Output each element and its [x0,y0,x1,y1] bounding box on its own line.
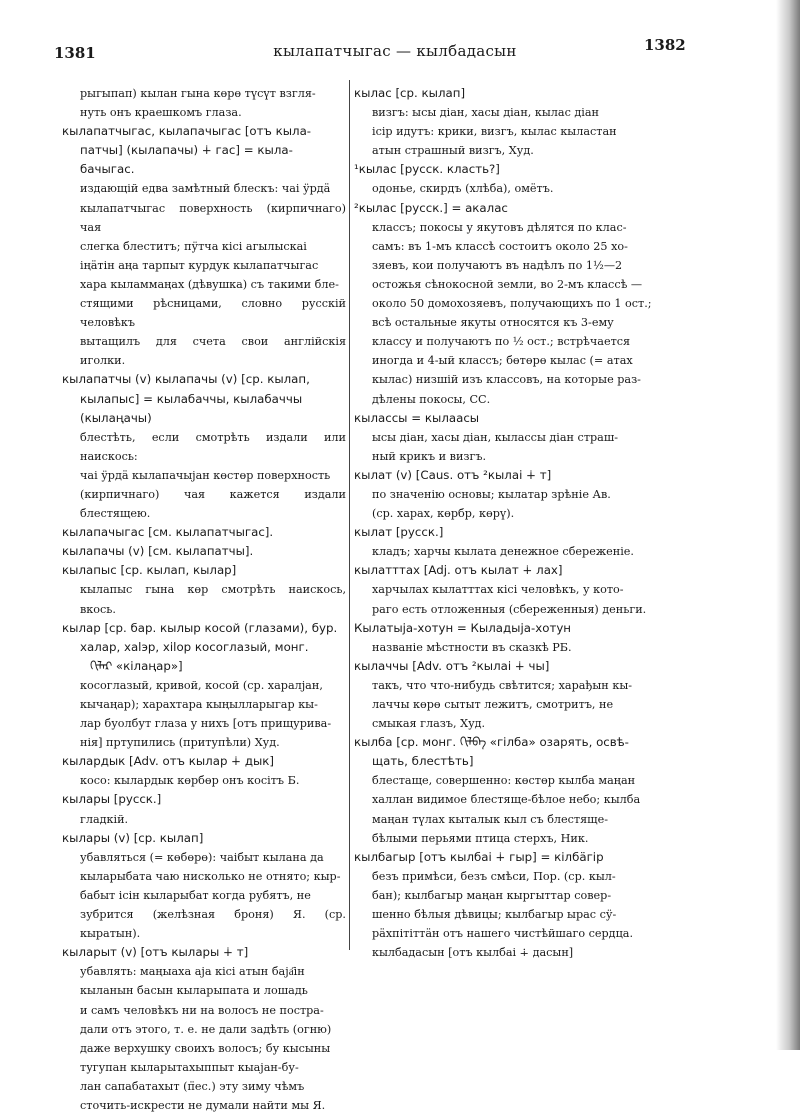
text-line: кыларыбата чаю нисколько не отнято; кыр- [80,869,341,883]
entry-headword: кылапатчыгас, кылапачыгас [отъ кыла- [62,124,312,139]
entry-headword: кылатттах [Adj. отъ кылат ∔ лах] [354,563,563,578]
text-line: стящими рѣсницами, словно русскій человѣкъ [80,297,346,330]
entry-headword: кылбагыр [отъ кылбаі ∔ гыр] = кілбӓгір [354,849,604,864]
text-line: нуть онъ краешкомъ глаза. [80,106,242,120]
text-line: около 50 домохозяевъ, получающихъ по 1 ост.; [372,297,652,311]
column-divider [349,80,350,950]
running-header [40,36,740,60]
entry-headword-cont: кылапыс] = кылабаччы, кылабаччы [80,391,303,406]
entry-headword-cont: халар, хаlэр, хіlор косоглазый, монг. [80,639,309,654]
entry-headword-cont: щать, блестѣть] [372,754,474,769]
text-line: косоглазый, кривой, косой (ср. харалјан, [80,678,323,692]
text-line: кычаңар); харахтара кыңылларыгар кы- [80,698,318,711]
text-line: чаі ӱрдӓ кылапачыјан көстөр поверхность [80,468,331,482]
entry-headword: кылапачыгас [см. кылапатчыгас]. [62,525,274,540]
text-line: ысы діан, хасы діан, кылассы діан страш- [372,430,619,444]
entry-headword: кылары [русск.] [62,792,162,807]
entry-headword: ¹кылас [русск. класть?] [354,162,500,177]
text-line: дали отъ этого, т. е. не дали задѣть (огню) [80,1022,332,1036]
text-line: названіе мѣстности въ сказкѣ РБ. [372,640,572,654]
text-line: всѣ остальные якуты относятся къ 3-ему [372,316,614,330]
text-line: и самъ человѣкъ ни на волосъ не постра- [80,1003,324,1017]
text-line: бан); кылбагыр маңан кыргыттар совер- [372,888,612,902]
text-line: вытащилъ для счета свои англійскія иголки. [80,335,346,368]
text-line: зубрится (желѣзная броня) Я. (ср. кыратын). [80,908,346,941]
text-line: хара кыламмаңах (дѣвушка) съ такими бле- [80,277,339,291]
text-line: лаччы көрө сытыт лежитъ, смотритъ, не [372,698,614,711]
text-line: классу и получаютъ по ½ ост.; встрѣчается [372,335,631,349]
text-line: (кирпичнаго) чая кажется издали блестящею. [80,487,346,521]
entry-headword: кылары (v) [ср. кылап] [62,830,204,845]
text-line: халлан видимое блестяще-бѣлое небо; кылба [372,793,641,807]
text-line: гладкій. [80,812,129,826]
text-line: блестаще, совершенно: көстөр кылба маңан [372,774,636,788]
text-line: косо: кылардык көрбөр онъ косітъ Б. [80,774,300,788]
text-line: кыланын басын кыларыпата и лошадь [80,984,308,998]
page-number-right: 1382 [644,36,686,54]
entry-headword-cont: бачыгас. [80,162,135,177]
entry-headword-cont: ᠬᠢᠯᠠᠷ «кілаңар»] [90,658,183,673]
left-column [62,84,346,1115]
text-line: иногда и 4-ый классъ; бөтөрө кылас (= атах [372,354,633,368]
page-edge-shadow [776,0,800,1050]
entry-headword: кылардык [Adv. отъ кылар ∔ дык] [62,754,275,769]
entry-headword: кылапыс [ср. кылап, кылар] [62,563,237,578]
text-line: ісір идутъ: крики, визгъ, кылас кыластан [372,125,617,139]
text-line: смыкая глазъ, Худ. [372,717,486,731]
text-line: нія] пртупились (притупѣли) Худ. [80,736,280,750]
text-line: остожья сѣнокосной земли, во 2-мъ классѣ — [372,277,643,291]
text-line: кылапыс гына көр смотрѣть наискось, вкось. [80,583,346,616]
entry-headword: кылаччы [Adv. отъ ²кылаі ∔ чы] [354,658,550,673]
entry-headword: кылассы = кылаасы [354,410,480,425]
text-line: дѣлены покосы, СС. [372,392,491,406]
text-line: тугупан кыларытахыппыт кыаjан-бу- [80,1060,299,1074]
text-line: ный крикъ и визгъ. [372,449,487,463]
text-line: блестѣть, если смотрѣть издали или наискось: [80,430,346,463]
entry-headword: кылар [ср. бар. кылыр косой (глазами), бур. [62,620,338,635]
entry-headword-cont: (кылаңачы) [80,410,152,425]
text-line: атын страшный визгъ, Худ. [372,144,534,158]
text-line: одонье, скирдъ (хлѣба), омётъ. [372,182,554,196]
text-line: визгъ: ысы діан, хасы діан, кылас діан [372,106,599,120]
text-line: убавлять: маңыаха аја кісі атын баја҃ін [80,965,305,979]
entry-headword: кылат (v) [Caus. отъ ²кылаі ∔ т] [354,467,552,482]
text-line: іңӓтін аңа тарпыт курдук кылапатчыгас [80,258,319,272]
text-line: раго есть отложенныя (сбереженныя) деньги. [372,602,647,616]
text-line: лар буолбут глаза у нихъ [отъ прищурива- [80,717,332,731]
text-line: такъ, что что-нибудь свѣтится; харађын кы- [372,678,633,692]
text-line: по значенію основы; кылатар зрѣніе Ав. [372,487,611,501]
text-line: сточить-искрести не думали найти мы Я. [80,1098,326,1112]
text-line: рӓхпітіттӓн отъ нашего чистѣйшаго сердца. [372,927,633,941]
text-line: кылас) низшій изъ классовъ, на которые раз- [372,373,641,387]
text-line: классъ; покосы у якутовъ дѣлятся по клас- [372,220,627,234]
text-line: кладъ; харчы кылата денежное сбереженіе. [372,545,634,559]
text-line: маңан түлах кыталык кыл съ блестяще- [372,812,608,826]
text-line: убавляться (= көбөрө): чаібыт кылана да [80,850,324,864]
text-line: бѣлыми перьями птица стерхъ, Ник. [372,831,589,845]
entry-headword: кылапачы (v) [см. кылапатчы]. [62,544,254,559]
text-line: лан сапабатахыт (п̈ес.) эту зиму чѣмъ [80,1079,305,1093]
right-column [354,84,670,962]
entry-headword: кылапатчы (v) кылапачы (v) [ср. кылап, [62,372,310,387]
entry-headword: ²кылас [русск.] = акалас [354,200,508,215]
text-line: (ср. харах, көрбр, көрү). [372,507,515,521]
text-line: даже верхушку своихъ волосъ; бу кысыны [80,1041,331,1055]
text-line: кылбадасын [отъ кылбаі ∔ дасын] [372,946,574,960]
text-line: безъ примѣси, безъ смѣси, Пор. (ср. кыл- [372,869,616,883]
entry-headword-cont: патчы] (кылапачы) ∔ гас] = кыла- [80,143,293,158]
entry-headword: кыларыт (v) [отъ кылары ∔ т] [62,945,249,960]
entry-headword: Кылатыја-хотун = Кыладыја-хотун [354,620,572,635]
page-number-left: 1381 [54,44,96,62]
text-line: харчылах кылатттах кісі человѣкъ, у кото- [372,583,624,597]
entry-headword: кылат [русск.] [354,525,444,540]
text-line: рыгыпап) кылан гына көрө түсүт взгля- [80,87,316,100]
text-line: издающій едва замѣтный блескъ: чаі ӱрдӓ [80,182,331,196]
text-line: бабыт ісін кыларыбат когда рубятъ, не [80,888,311,902]
text-line: кылапатчыгас поверхность (кирпичнаго) чая [80,201,346,234]
text-line: зяевъ, кои получаютъ въ надѣлъ по 1½—2 [372,258,623,272]
text-line: слегка блеститъ; пӱтча кісі агылыскаі [80,239,307,253]
entry-headword: кылба [ср. монг. ᠭᠢᠯᠪᠠ «гілба» озарять, освѣ- [354,735,629,750]
text-line: самъ: въ 1-мъ классѣ состоитъ около 25 хо- [372,239,628,253]
header-title: кылапатчыгас — кылбадасын [273,42,517,60]
text-line: шенно бѣлыя дѣвицы; кылбагыр ырас сӱ- [372,908,617,922]
entry-headword: кылас [ср. кылап] [354,86,466,100]
